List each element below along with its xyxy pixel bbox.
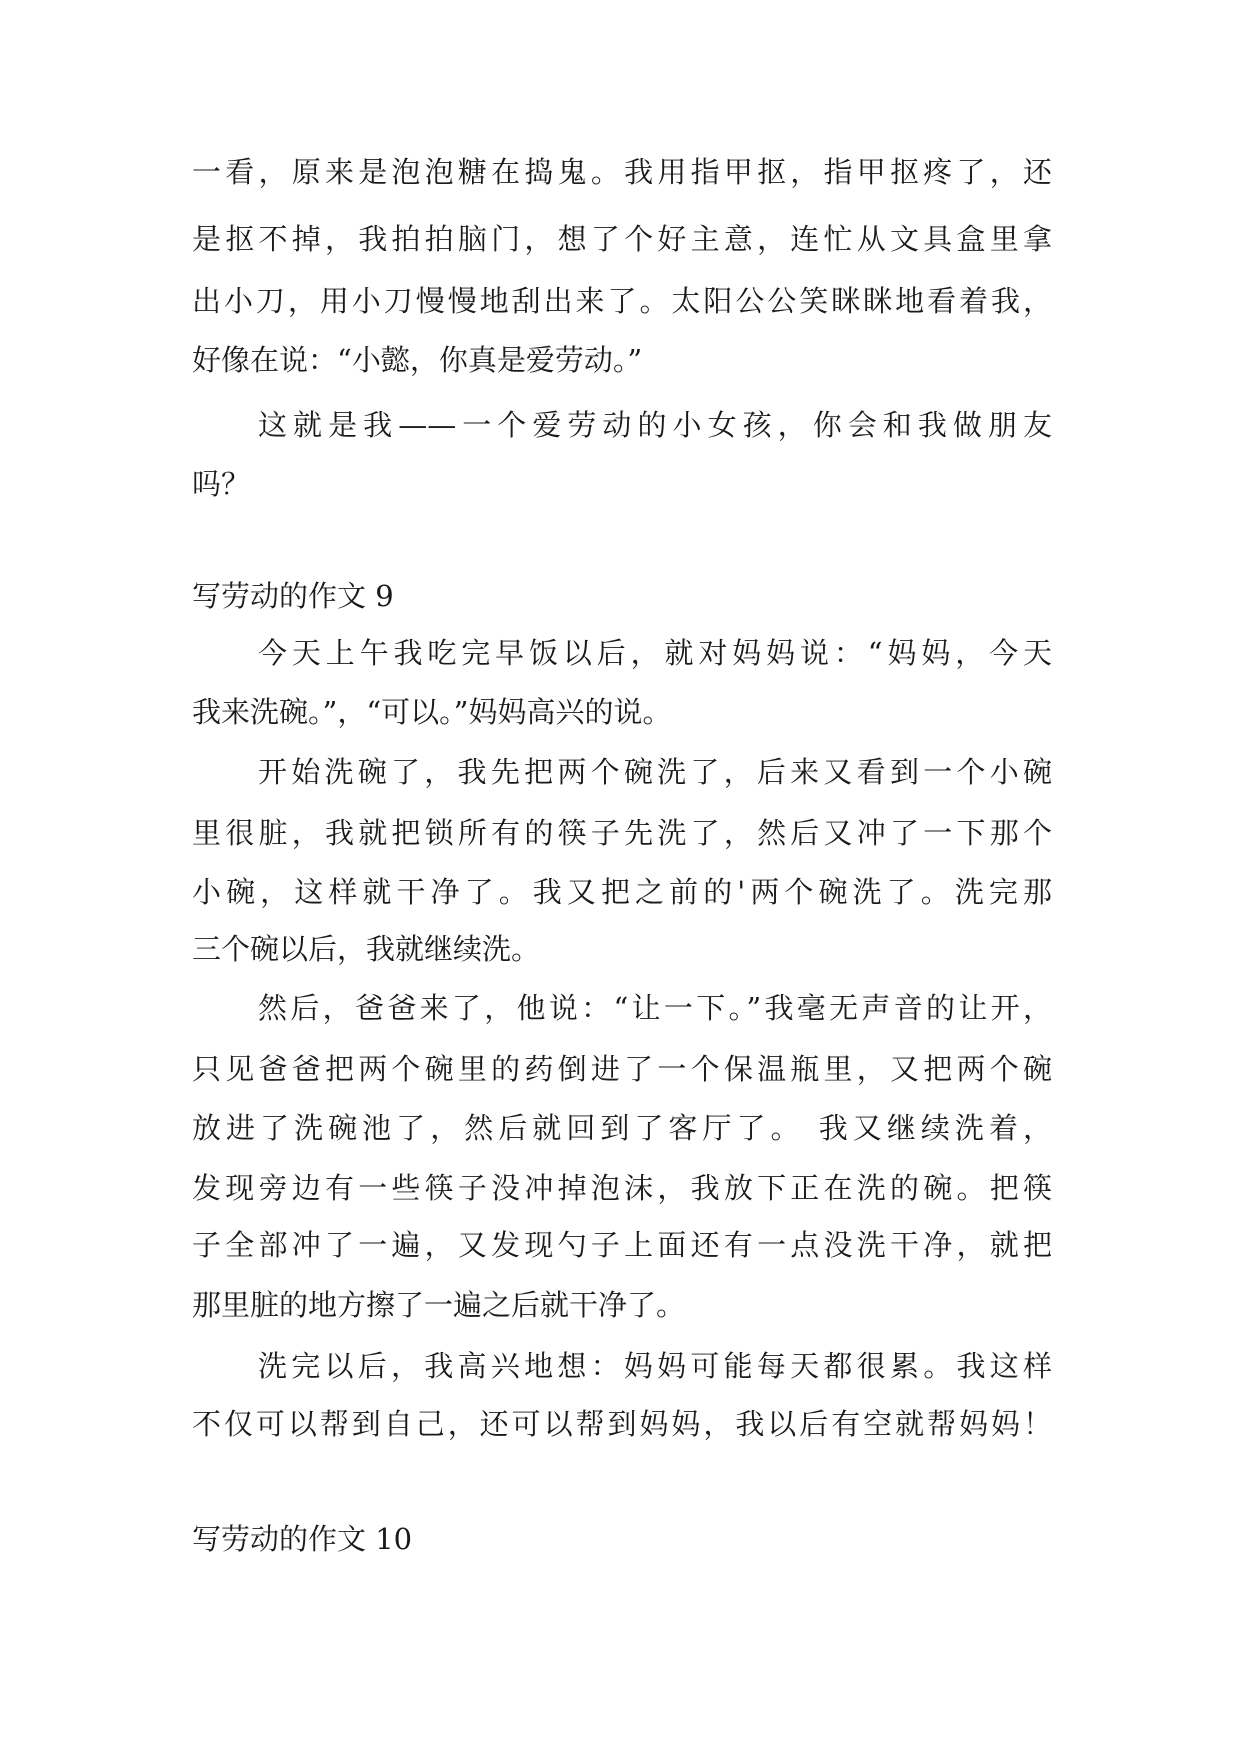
- section-heading: 写劳动的作文 10: [192, 1522, 413, 1556]
- section-heading: 写劳动的作文 9: [192, 579, 394, 613]
- text-line: 发现旁边有一些筷子没冲掉泡沫，我放下正在洗的碗。把筷: [192, 1171, 1052, 1205]
- text-line: 今天上午我吃完早饭以后，就对妈妈说：“妈妈，今天: [258, 636, 1052, 670]
- text-line: 洗完以后，我高兴地想：妈妈可能每天都很累。我这样: [258, 1349, 1052, 1383]
- text-line: 小碗，这样就干净了。我又把之前的'两个碗洗了。洗完那: [192, 875, 1052, 909]
- text-line: 这就是我——一个爱劳动的小女孩，你会和我做朋友: [258, 408, 1052, 442]
- text-line: 然后，爸爸来了，他说：“让一下。”我毫无声音的让开，: [258, 991, 1052, 1025]
- text-line: 是抠不掉，我拍拍脑门，想了个好主意，连忙从文具盒里拿: [192, 222, 1052, 256]
- text-line: 三个碗以后，我就继续洗。: [192, 932, 541, 966]
- text-line: 吗？: [192, 467, 251, 501]
- text-line: 好像在说：“小懿，你真是爱劳动。”: [192, 343, 643, 377]
- text-line: 开始洗碗了，我先把两个碗洗了，后来又看到一个小碗: [258, 755, 1052, 789]
- text-line: 放进了洗碗池了，然后就回到了客厅了。 我又继续洗着，: [192, 1111, 1052, 1145]
- text-line: 一看，原来是泡泡糖在捣鬼。我用指甲抠，指甲抠疼了，还: [192, 155, 1052, 189]
- text-line: 里很脏，我就把锁所有的筷子先洗了，然后又冲了一下那个: [192, 816, 1052, 850]
- text-line: 我来洗碗。”，“可以。”妈妈高兴的说。: [192, 695, 672, 729]
- text-line: 不仅可以帮到自己，还可以帮到妈妈，我以后有空就帮妈妈！: [192, 1407, 1052, 1441]
- text-line: 子全部冲了一遍，又发现勺子上面还有一点没洗干净，就把: [192, 1228, 1052, 1262]
- text-line: 那里脏的地方擦了一遍之后就干净了。: [192, 1288, 686, 1322]
- text-line: 出小刀，用小刀慢慢地刮出来了。太阳公公笑眯眯地看着我，: [192, 284, 1052, 318]
- text-line: 只见爸爸把两个碗里的药倒进了一个保温瓶里，又把两个碗: [192, 1052, 1052, 1086]
